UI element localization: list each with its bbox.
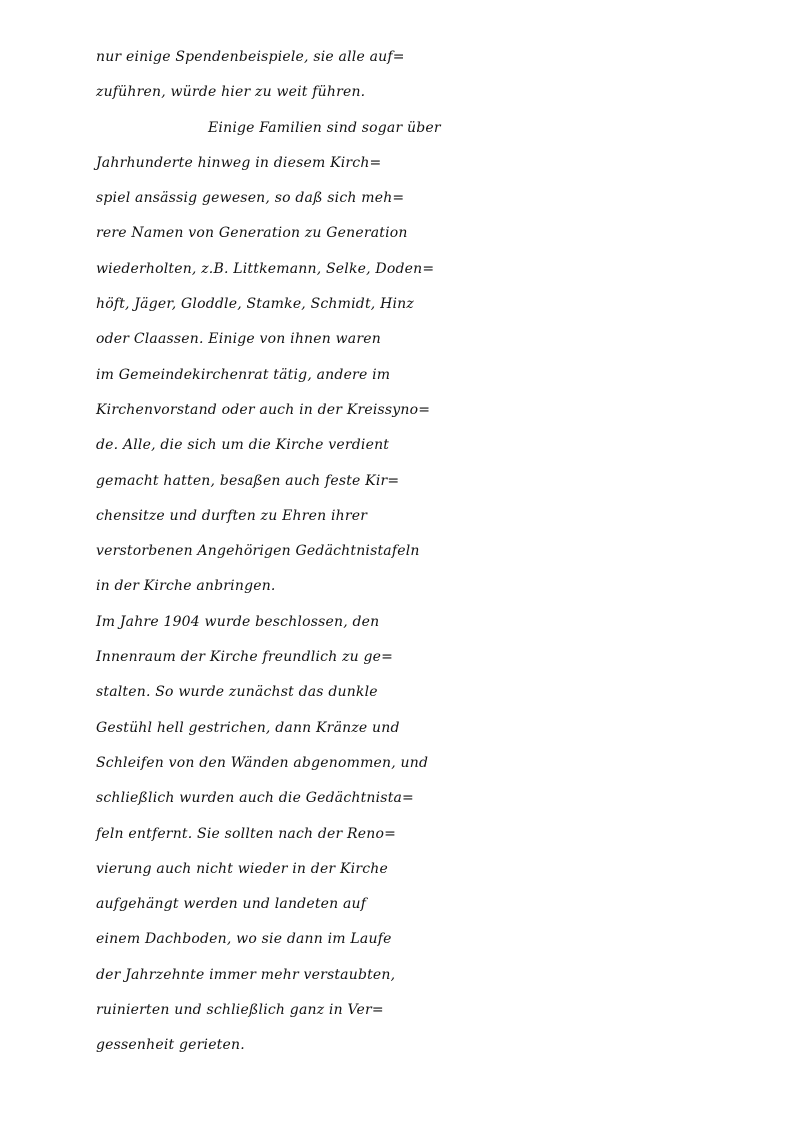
text-line: in der Kirche anbringen. xyxy=(96,578,276,595)
text-line: rere Namen von Generation zu Generation xyxy=(96,225,408,242)
text-line: Kirchenvorstand oder auch in der Kreissyno= xyxy=(96,401,431,418)
handwritten-text-block xyxy=(96,40,786,1064)
text-line: Schleifen von den Wänden abgenommen, und xyxy=(96,754,429,771)
text-line: Gestühl hell gestrichen, dann Kränze und xyxy=(96,719,400,736)
text-line: zuführen, würde hier zu weit führen. xyxy=(96,84,366,101)
text-line: im Gemeindekirchenrat tätig, andere im xyxy=(96,366,391,383)
text-line: spiel ansässig gewesen, so daß sich meh= xyxy=(96,190,405,207)
text-line: feln entfernt. Sie sollten nach der Reno= xyxy=(96,825,397,842)
text-line: Einige Familien sind sogar über xyxy=(208,119,441,136)
text-line: Innenraum der Kirche freundlich zu ge= xyxy=(96,649,394,666)
text-line: de. Alle, die sich um die Kirche verdient xyxy=(96,437,390,454)
text-line: Im Jahre 1904 wurde beschlossen, den xyxy=(96,613,380,630)
text-line: stalten. So wurde zunächst das dunkle xyxy=(96,684,378,701)
text-line: chensitze und durften zu Ehren ihrer xyxy=(96,507,368,524)
text-line: gemacht hatten, besaßen auch feste Kir= xyxy=(96,472,400,489)
text-line: gessenheit gerieten. xyxy=(96,1037,245,1054)
text-line: einem Dachboden, wo sie dann im Laufe xyxy=(96,931,392,948)
text-line: der Jahrzehnte immer mehr verstaubten, xyxy=(96,966,396,983)
text-line: ruinierten und schließlich ganz in Ver= xyxy=(96,1002,384,1019)
text-line: schließlich wurden auch die Gedächtnista= xyxy=(96,790,414,807)
text-line: vierung auch nicht wieder in der Kirche xyxy=(96,860,388,877)
text-line: höft, Jäger, Gloddle, Stamke, Schmidt, Hinz xyxy=(96,296,414,313)
text-line: verstorbenen Angehörigen Gedächtnistafeln xyxy=(96,543,420,560)
text-line: aufgehängt werden und landeten auf xyxy=(96,896,367,913)
text-line: wiederholten, z.B. Littkemann, Selke, Doden= xyxy=(96,260,435,277)
text-line: Jahrhunderte hinweg in diesem Kirch= xyxy=(96,154,382,171)
text-line: oder Claassen. Einige von ihnen waren xyxy=(96,331,381,348)
text-line: nur einige Spendenbeispiele, sie alle auf= xyxy=(96,49,405,65)
